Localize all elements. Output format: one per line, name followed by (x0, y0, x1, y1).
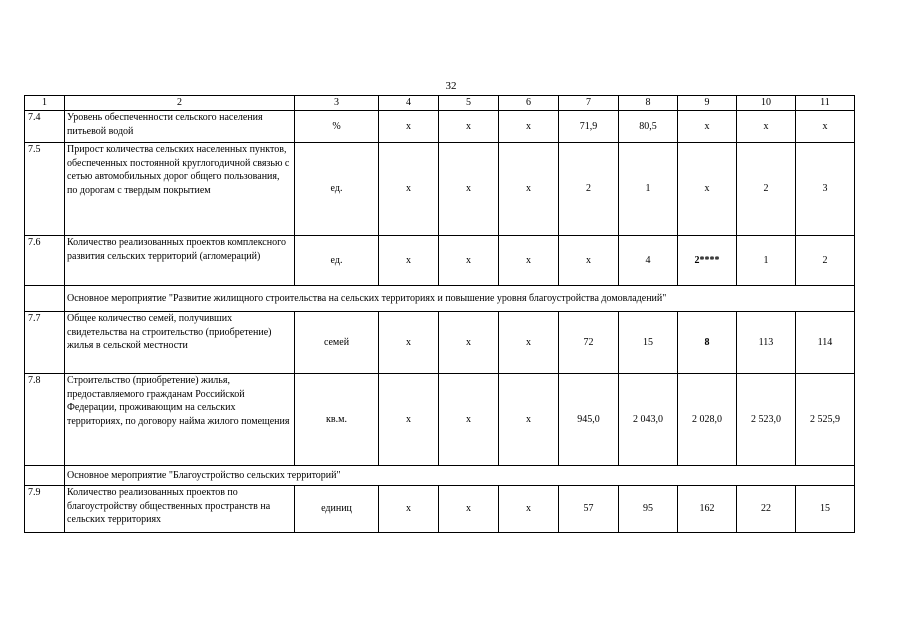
value-cell: х (499, 486, 559, 533)
row-number: 7.8 (25, 374, 65, 466)
table-row (25, 236, 855, 286)
value-cell: х (379, 374, 439, 466)
section-title: Основное мероприятие "Благоустройство сельских территорий" (65, 466, 855, 486)
value-cell: х (678, 143, 737, 236)
column-header: 5 (439, 96, 499, 111)
value-cell: х (379, 143, 439, 236)
value-cell: х (499, 111, 559, 143)
value-cell: х (796, 111, 855, 143)
table-body (25, 96, 855, 533)
value-cell: 2 (559, 143, 619, 236)
value-cell: 113 (737, 312, 796, 374)
value-cell: х (439, 236, 499, 286)
indicator-name: Строительство (приобретение) жилья, предоставляемого гражданам Российской Федерации, проживающим на сельских территориях, по договору найма жилого помещения (65, 374, 295, 466)
value-cell: 114 (796, 312, 855, 374)
value-cell: 8 (678, 312, 737, 374)
value-cell: 57 (559, 486, 619, 533)
page-number: 32 (445, 80, 457, 92)
value-cell: 2 525,9 (796, 374, 855, 466)
unit-cell: ед. (295, 143, 379, 236)
value-cell: х (499, 236, 559, 286)
value-cell: 15 (796, 486, 855, 533)
table-row (25, 374, 855, 466)
value-cell: 1 (737, 236, 796, 286)
value-cell: 80,5 (619, 111, 678, 143)
column-header: 1 (25, 96, 65, 111)
column-header: 9 (678, 96, 737, 111)
value-cell: х (737, 111, 796, 143)
value-cell: х (379, 486, 439, 533)
section-title: Основное мероприятие "Развитие жилищного строительства на сельских территориях и повышение уровня благоустройства домовладений" (65, 286, 855, 312)
unit-cell: единиц (295, 486, 379, 533)
value-cell: х (379, 236, 439, 286)
indicator-name: Количество реализованных проектов по благоустройству общественных пространств на сельских территориях (65, 486, 295, 533)
value-cell: х (499, 143, 559, 236)
section-row (25, 286, 855, 312)
value-cell: 2 (796, 236, 855, 286)
value-cell: х (379, 312, 439, 374)
value-cell: х (439, 111, 499, 143)
value-cell: х (499, 312, 559, 374)
column-header: 4 (379, 96, 439, 111)
section-spacer (25, 466, 65, 486)
unit-cell: % (295, 111, 379, 143)
value-cell: 2**** (678, 236, 737, 286)
indicator-name: Прирост количества сельских населенных пунктов, обеспеченных постоянной круглогодичной связью с сетью автомобильных дорог общего пользования, по дорогам с твердым покрытием (65, 143, 295, 236)
row-number: 7.6 (25, 236, 65, 286)
value-cell: х (439, 143, 499, 236)
value-cell: 162 (678, 486, 737, 533)
value-cell: 2 523,0 (737, 374, 796, 466)
value-cell: х (439, 374, 499, 466)
value-cell: 1 (619, 143, 678, 236)
column-header: 7 (559, 96, 619, 111)
column-header: 2 (65, 96, 295, 111)
value-cell: 71,9 (559, 111, 619, 143)
indicator-name: Количество реализованных проектов комплексного развития сельских территорий (агломераций) (65, 236, 295, 286)
value-cell: х (379, 111, 439, 143)
row-number: 7.7 (25, 312, 65, 374)
indicator-name: Общее количество семей, получивших свидетельства на строительство (приобретение) жилья в сельской местности (65, 312, 295, 374)
table-row (25, 486, 855, 533)
value-cell: 2 (737, 143, 796, 236)
table-header-row (25, 96, 855, 111)
value-cell: 3 (796, 143, 855, 236)
column-header: 8 (619, 96, 678, 111)
value-cell: 95 (619, 486, 678, 533)
value-cell: х (678, 111, 737, 143)
value-cell: х (559, 236, 619, 286)
value-cell: х (439, 312, 499, 374)
value-cell: 22 (737, 486, 796, 533)
table-row (25, 143, 855, 236)
value-cell: 15 (619, 312, 678, 374)
value-cell: 2 028,0 (678, 374, 737, 466)
value-cell: 4 (619, 236, 678, 286)
section-spacer (25, 286, 65, 312)
row-number: 7.4 (25, 111, 65, 143)
row-number: 7.9 (25, 486, 65, 533)
unit-cell: кв.м. (295, 374, 379, 466)
unit-cell: ед. (295, 236, 379, 286)
column-header: 11 (796, 96, 855, 111)
table-row (25, 312, 855, 374)
value-cell: х (439, 486, 499, 533)
row-number: 7.5 (25, 143, 65, 236)
unit-cell: семей (295, 312, 379, 374)
section-row (25, 466, 855, 486)
table-row (25, 111, 855, 143)
indicators-table (24, 95, 855, 533)
value-cell: 945,0 (559, 374, 619, 466)
column-header: 10 (737, 96, 796, 111)
value-cell: х (499, 374, 559, 466)
value-cell: 72 (559, 312, 619, 374)
column-header: 3 (295, 96, 379, 111)
column-header: 6 (499, 96, 559, 111)
indicator-name: Уровень обеспеченности сельского населения питьевой водой (65, 111, 295, 143)
value-cell: 2 043,0 (619, 374, 678, 466)
